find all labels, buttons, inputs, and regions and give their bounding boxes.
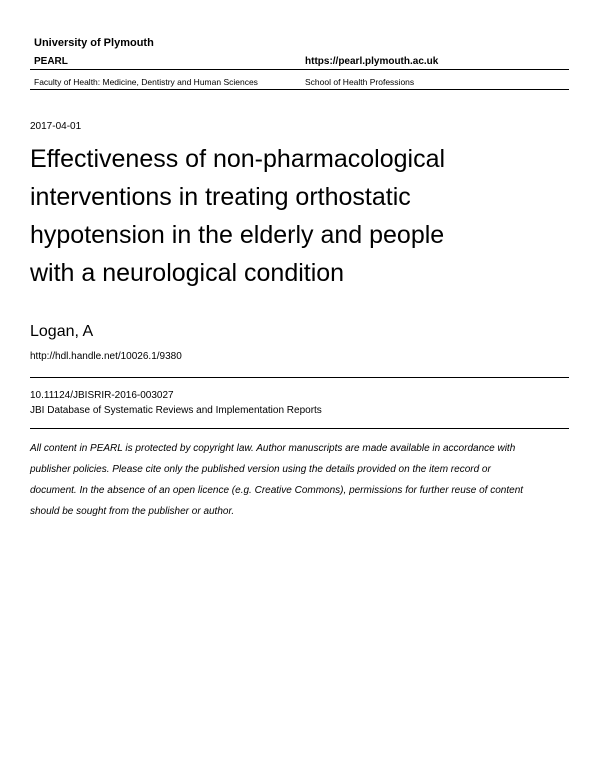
handle-link[interactable]: http://hdl.handle.net/10026.1/9380: [30, 351, 182, 362]
notice-line: should be sought from the publisher or author.: [30, 506, 235, 517]
doi: 10.11124/JBISRIR-2016-003027: [30, 390, 174, 401]
paper-title: [30, 140, 570, 292]
record-divider-top: [30, 377, 569, 378]
header-divider-bottom: [30, 89, 569, 90]
notice-line: document. In the absence of an open licence (e.g. Creative Commons), permissions for further reuse of content: [30, 485, 524, 496]
copyright-notice: [30, 438, 575, 522]
title-line: interventions in treating orthostatic: [30, 183, 411, 211]
title-line: hypotension in the elderly and people: [30, 221, 445, 249]
publication-date: 2017-04-01: [30, 121, 82, 132]
title-line: Effectiveness of non-pharmacological: [30, 145, 446, 173]
author-name: Logan, A: [30, 323, 94, 340]
notice-line: publisher policies. Please cite only the published version using the details provided on the item record or: [30, 464, 491, 475]
faculty-name: Faculty of Health: Medicine, Dentistry and Human Sciences: [34, 77, 258, 87]
repository-url[interactable]: https://pearl.plymouth.ac.uk: [305, 56, 439, 67]
journal-name: JBI Database of Systematic Reviews and Implementation Reports: [30, 405, 322, 416]
repository-name: PEARL: [34, 56, 68, 67]
header-divider-top: [30, 69, 569, 70]
record-divider-bottom: [30, 428, 569, 429]
institution-name: University of Plymouth: [34, 37, 154, 49]
title-line: with a neurological condition: [30, 259, 345, 287]
notice-line: All content in PEARL is protected by copyright law. Author manuscripts are made available in accordance with: [30, 443, 516, 454]
school-name: School of Health Professions: [305, 77, 415, 87]
